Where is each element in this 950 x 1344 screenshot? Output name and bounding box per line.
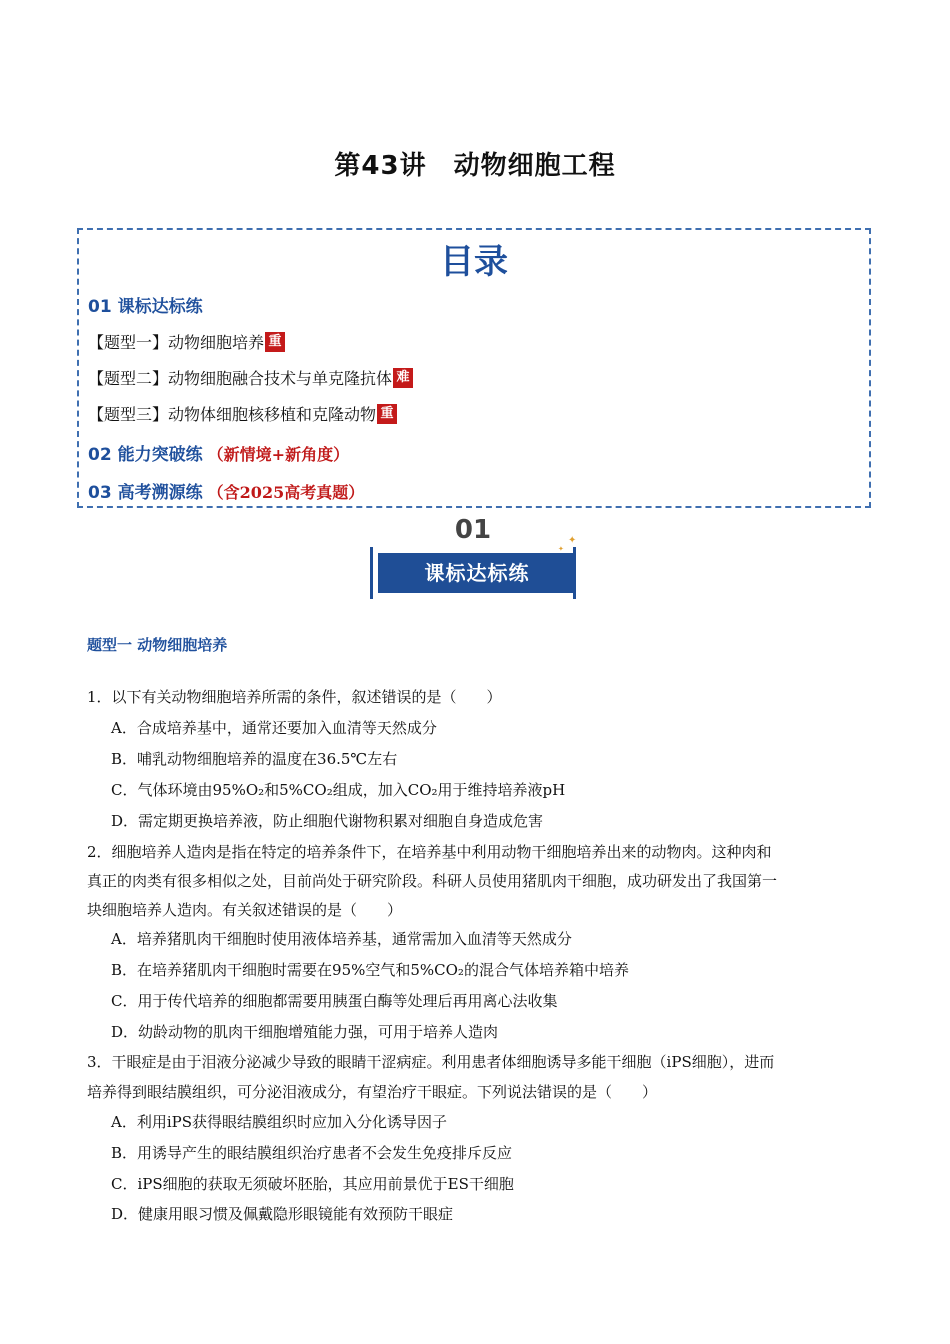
toc-item-label: 【题型二】动物细胞融合技术与单克隆抗体 <box>88 369 393 388</box>
table-of-contents <box>77 228 871 508</box>
question-stem: 2．细胞培养人造肉是指在特定的培养条件下，在培养基中利用动物干细胞培养出来的动物肉。这种肉和 <box>87 843 772 861</box>
key-badge: 重 <box>265 332 285 352</box>
section-label: 课标达标练 <box>378 553 573 593</box>
toc-section-2[interactable] <box>88 440 349 465</box>
option-d: D．需定期更换培养液，防止细胞代谢物积累对细胞自身造成危害 <box>111 812 544 830</box>
toc-section-2-label: 02 能力突破练 <box>88 445 203 465</box>
question-stem: 块细胞培养人造肉。有关叙述错误的是（ ） <box>87 901 403 919</box>
key-badge: 重 <box>377 404 397 424</box>
section-number: 01 <box>454 515 492 545</box>
toc-item-label: 【题型三】动物体细胞核移植和克隆动物 <box>88 405 377 424</box>
toc-heading: 目录 <box>440 242 508 282</box>
toc-item-type3[interactable] <box>88 402 397 425</box>
toc-section-2-note: （新情境+新角度） <box>207 445 350 464</box>
option-c: C．用于传代培养的细胞都需要用胰蛋白酶等处理后再用离心法收集 <box>111 992 558 1010</box>
toc-item-type2[interactable] <box>88 366 413 389</box>
question-stem: 3．干眼症是由于泪液分泌减少导致的眼睛干涩病症。利用患者体细胞诱导多能干细胞（iPS细胞），进而 <box>87 1053 775 1071</box>
option-b: B．在培养猪肌肉干细胞时需要在95%空气和5%CO₂的混合气体培养箱中培养 <box>111 961 629 979</box>
option-d: D．幼龄动物的肌肉干细胞增殖能力强，可用于培养人造肉 <box>111 1023 499 1041</box>
sparkle-icon: ✦ <box>568 535 577 546</box>
option-c: C．气体环境由95%O₂和5%CO₂组成，加入CO₂用于维持培养液pH <box>111 781 566 799</box>
option-a: A．培养猪肌肉干细胞时使用液体培养基，通常需加入血清等天然成分 <box>111 930 572 948</box>
option-b: B．哺乳动物细胞培养的温度在36.5℃左右 <box>111 750 398 768</box>
option-a: A．合成培养基中，通常还要加入血清等天然成分 <box>111 719 437 737</box>
toc-item-type1[interactable] <box>88 330 285 353</box>
option-c: C．iPS细胞的获取无须破坏胚胎，其应用前景优于ES干细胞 <box>111 1175 514 1193</box>
question-type-title: 题型一 动物细胞培养 <box>87 636 228 654</box>
toc-section-3-note: （含2025高考真题） <box>207 483 365 502</box>
toc-section-3-label: 03 高考溯源练 <box>88 483 203 503</box>
question-stem: 真正的肉类有很多相似之处，目前尚处于研究阶段。科研人员使用猪肌肉干细胞，成功研发出了我国第一 <box>87 872 778 890</box>
toc-section-1[interactable]: 01 课标达标练 <box>88 297 203 317</box>
toc-section-3[interactable] <box>88 478 364 503</box>
question-stem: 1．以下有关动物细胞培养所需的条件，叙述错误的是（ ） <box>87 688 502 706</box>
sparkle-icon: ✦ <box>558 545 564 553</box>
page-title: 第43讲 动物细胞工程 <box>334 151 616 181</box>
toc-item-label: 【题型一】动物细胞培养 <box>88 333 265 352</box>
section-banner <box>370 515 580 600</box>
question-stem: 培养得到眼结膜组织，可分泌泪液成分，有望治疗干眼症。下列说法错误的是（ ） <box>87 1083 658 1101</box>
option-a: A．利用iPS获得眼结膜组织时应加入分化诱导因子 <box>111 1113 448 1131</box>
difficult-badge: 难 <box>393 368 413 388</box>
option-d: D．健康用眼习惯及佩戴隐形眼镜能有效预防干眼症 <box>111 1205 454 1223</box>
option-b: B．用诱导产生的眼结膜组织治疗患者不会发生免疫排斥反应 <box>111 1144 513 1162</box>
